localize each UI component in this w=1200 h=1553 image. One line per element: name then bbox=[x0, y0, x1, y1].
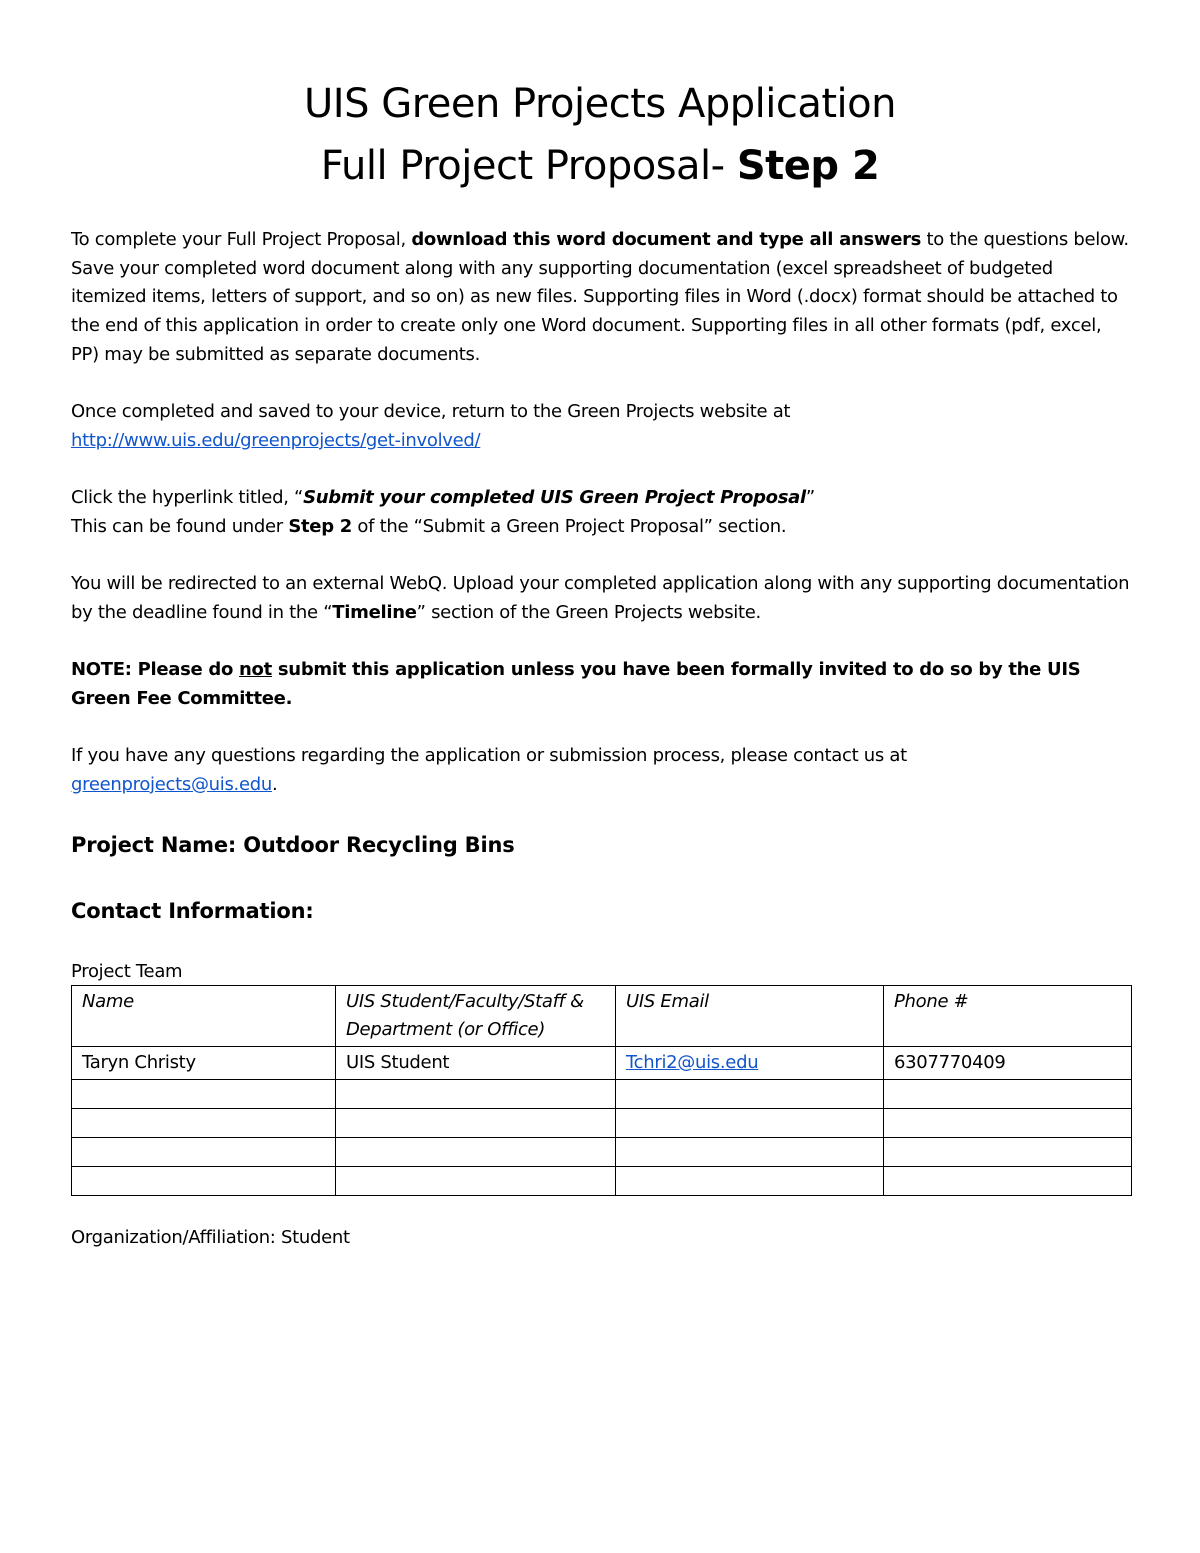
click-suffix: ” bbox=[805, 487, 815, 508]
empty-cell bbox=[336, 1080, 616, 1109]
intro-bold: download this word document and type all answers bbox=[411, 229, 922, 250]
table-row-empty bbox=[72, 1167, 1132, 1196]
intro-part2: to the questions below. Save your completed word document along with any supporting documentation (excel spreadsheet of budgeted itemized items, letters of support, and so on) as new files. Supporting files in Word (.docx) format should be attached to the end of this application in order to create only one Word document. Supporting files in all other formats (pdf, excel, PP) may be submitted as separate documents. bbox=[71, 229, 1129, 365]
title-line-2-prefix: Full Project Proposal- bbox=[320, 143, 737, 189]
questions-text: If you have any questions regarding the application or submission process, please contact us at bbox=[71, 745, 907, 766]
email-link[interactable]: greenprojects@uis.edu bbox=[71, 773, 272, 795]
redirect-part2: ” section of the Green Projects website. bbox=[416, 601, 761, 623]
cell-name: Taryn Christy bbox=[72, 1047, 336, 1080]
project-team-label: Project Team bbox=[71, 961, 183, 982]
title-line-1: UIS Green Projects Application bbox=[304, 81, 896, 127]
header-email: UIS Email bbox=[616, 986, 884, 1047]
click-paragraph bbox=[71, 484, 1131, 541]
return-paragraph bbox=[71, 398, 1131, 455]
contact-info-heading: Contact Information: bbox=[71, 899, 314, 923]
intro-part1: To complete your Full Project Proposal, bbox=[71, 229, 412, 250]
empty-cell bbox=[72, 1080, 336, 1109]
empty-cell bbox=[336, 1167, 616, 1196]
table-header-row bbox=[72, 986, 1132, 1047]
title-step: Step 2 bbox=[736, 143, 880, 189]
empty-cell bbox=[616, 1138, 884, 1167]
table-row-empty bbox=[72, 1080, 1132, 1109]
empty-cell bbox=[72, 1167, 336, 1196]
empty-cell bbox=[616, 1080, 884, 1109]
project-team-table bbox=[71, 985, 1132, 1196]
table-row-empty bbox=[72, 1138, 1132, 1167]
header-affiliation: UIS Student/Faculty/Staff & Department (or Office) bbox=[336, 986, 616, 1047]
table-row-empty bbox=[72, 1109, 1132, 1138]
empty-cell bbox=[884, 1080, 1132, 1109]
empty-cell bbox=[616, 1167, 884, 1196]
click-prefix: Click the hyperlink titled, “ bbox=[71, 487, 304, 508]
title-line-2 bbox=[0, 140, 1200, 192]
empty-cell bbox=[336, 1138, 616, 1167]
questions-suffix: . bbox=[271, 773, 278, 795]
header-phone: Phone # bbox=[884, 986, 1132, 1047]
website-link[interactable]: http://www.uis.edu/greenprojects/get-involved/ bbox=[71, 429, 481, 451]
note-paragraph bbox=[71, 656, 1131, 713]
note-part2: submit this application unless you have been formally invited to do so by the UIS Green Fee Committee. bbox=[71, 659, 1081, 709]
empty-cell bbox=[72, 1109, 336, 1138]
member-email-link[interactable]: Tchri2@uis.edu bbox=[626, 1052, 759, 1073]
organization-affiliation: Organization/Affiliation: Student bbox=[71, 1227, 350, 1248]
table-row bbox=[72, 1047, 1132, 1080]
click-line2-bold: Step 2 bbox=[288, 515, 352, 537]
empty-cell bbox=[336, 1109, 616, 1138]
empty-cell bbox=[884, 1138, 1132, 1167]
note-underlined: not bbox=[239, 659, 272, 680]
click-link-title: Submit your completed UIS Green Project Proposal bbox=[303, 487, 806, 508]
intro-paragraph bbox=[71, 226, 1131, 370]
questions-paragraph bbox=[71, 742, 1131, 799]
empty-cell bbox=[616, 1109, 884, 1138]
return-text: Once completed and saved to your device, return to the Green Projects website at bbox=[71, 401, 791, 422]
cell-affiliation: UIS Student bbox=[336, 1047, 616, 1080]
click-line2-prefix: This can be found under bbox=[71, 515, 289, 537]
project-name-heading: Project Name: Outdoor Recycling Bins bbox=[71, 833, 515, 857]
header-name: Name bbox=[72, 986, 336, 1047]
cell-email bbox=[616, 1047, 884, 1080]
empty-cell bbox=[72, 1138, 336, 1167]
cell-phone: 6307770409 bbox=[884, 1047, 1132, 1080]
empty-cell bbox=[884, 1109, 1132, 1138]
click-line2-suffix: of the “Submit a Green Project Proposal” section. bbox=[352, 515, 787, 537]
redirect-paragraph bbox=[71, 570, 1131, 627]
note-part1: NOTE: Please do bbox=[71, 659, 240, 680]
redirect-bold: Timeline bbox=[332, 601, 417, 623]
empty-cell bbox=[884, 1167, 1132, 1196]
redirect-part1: You will be redirected to an external WebQ. Upload your completed application along with any supporting documentation by the deadline found in the “ bbox=[71, 573, 1130, 623]
